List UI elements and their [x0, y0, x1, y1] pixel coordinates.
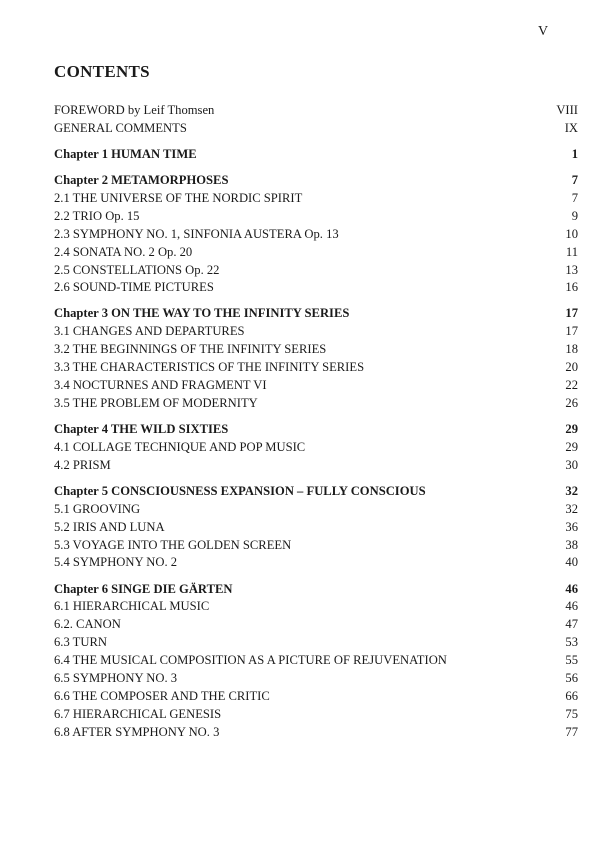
toc-entry-page: 29 [565, 439, 578, 454]
toc-chapter-entry [54, 581, 578, 599]
toc-entry [54, 190, 578, 208]
toc-entry-page: 20 [565, 360, 578, 375]
toc-entry-label: 5.2 IRIS AND LUNA [54, 519, 165, 534]
toc-entry [54, 537, 578, 555]
toc-entry [54, 377, 578, 395]
toc-entry-label: 6.8 AFTER SYMPHONY NO. 3 [54, 724, 220, 739]
toc-entry-label: 6.3 TURN [54, 635, 107, 650]
toc-entry [54, 395, 578, 413]
toc-entry-page: 17 [565, 306, 578, 321]
toc-entry-label: 3.2 THE BEGINNINGS OF THE INFINITY SERIES [54, 342, 327, 357]
toc-entry [54, 598, 578, 616]
toc-entry [54, 688, 578, 706]
toc-entry-label: 5.4 SYMPHONY NO. 2 [54, 555, 178, 570]
toc-entry-page: 46 [565, 581, 578, 596]
toc-entry [54, 634, 578, 652]
toc-entry-page: 29 [565, 422, 578, 436]
toc-entry-page: 11 [565, 244, 578, 259]
toc-entry-label: 2.6 SOUND-TIME PICTURES [54, 280, 214, 295]
toc-entry-label: GENERAL COMMENTS [54, 120, 187, 135]
toc-entry-label: Chapter 4 THE WILD SIXTIES [54, 422, 229, 436]
toc-entry-page: 36 [565, 519, 578, 534]
toc-entry-page: 66 [565, 688, 578, 703]
toc-entry-label: 4.2 PRISM [54, 457, 111, 472]
toc-entry-page: IX [564, 120, 578, 135]
toc-entry-page: 26 [565, 395, 578, 410]
toc-entry [54, 262, 578, 280]
toc-entry [54, 359, 578, 377]
toc-entry-label: 2.3 SYMPHONY NO. 1, SINFONIA AUSTERA Op. 13 [54, 226, 339, 241]
toc-entry-label: Chapter 5 CONSCIOUSNESS EXPANSION – FULLY CONSCIOUS [54, 483, 426, 498]
toc-entry-page: 18 [565, 342, 578, 357]
toc-entry-page: 17 [565, 324, 578, 339]
toc-entry-page: 7 [571, 190, 578, 205]
toc-entry [54, 554, 578, 572]
toc-entry-page: 10 [565, 226, 578, 241]
toc-entry-label: 2.5 CONSTELLATIONS Op. 22 [54, 262, 220, 277]
toc-entry-page: 40 [565, 555, 578, 570]
toc-group [54, 102, 578, 138]
toc-entry-label: 6.6 THE COMPOSER AND THE CRITIC [54, 688, 270, 703]
toc-entry [54, 501, 578, 519]
toc-group [54, 146, 578, 164]
toc-entry [54, 652, 578, 670]
toc-entry [54, 724, 578, 742]
page-title: CONTENTS [54, 62, 150, 81]
toc-entry [54, 279, 578, 297]
toc-chapter-entry [54, 172, 578, 190]
toc-entry-page: 56 [565, 670, 578, 685]
toc-entry-label: 6.1 HIERARCHICAL MUSIC [54, 599, 210, 614]
toc-entry-page: 47 [565, 617, 578, 632]
toc-entry [54, 208, 578, 226]
toc-chapter-entry [54, 421, 578, 439]
table-of-contents [54, 102, 578, 750]
toc-entry-page: 32 [565, 483, 578, 498]
toc-entry-page: 30 [565, 457, 578, 472]
toc-entry [54, 323, 578, 341]
toc-entry-label: 6.4 THE MUSICAL COMPOSITION AS A PICTURE OF REJUVENATION [54, 653, 447, 668]
toc-entry-label: FOREWORD by Leif Thomsen [54, 103, 215, 117]
toc-entry-label: 5.1 GROOVING [54, 501, 141, 516]
toc-entry-label: 6.2. CANON [54, 617, 121, 632]
toc-entry-page: VIII [556, 103, 578, 117]
toc-entry-page: 22 [565, 378, 578, 393]
toc-group [54, 172, 578, 297]
toc-entry-label: Chapter 6 SINGE DIE GÄRTEN [54, 581, 233, 596]
toc-entry-label: 3.5 THE PROBLEM OF MODERNITY [54, 395, 258, 410]
toc-entry-page: 16 [565, 280, 578, 295]
toc-entry-label: 6.7 HIERARCHICAL GENESIS [54, 706, 222, 721]
toc-entry [54, 120, 578, 138]
toc-entry [54, 102, 578, 120]
toc-entry-label: 3.3 THE CHARACTERISTICS OF THE INFINITY SERIES [54, 360, 365, 375]
toc-entry-page: 77 [565, 724, 578, 739]
toc-entry-label: 4.1 COLLAGE TECHNIQUE AND POP MUSIC [54, 439, 306, 454]
toc-entry-page: 46 [565, 599, 578, 614]
toc-entry-label: Chapter 1 HUMAN TIME [54, 146, 197, 161]
toc-entry-label: 2.2 TRIO Op. 15 [54, 208, 140, 223]
toc-chapter-entry [54, 483, 578, 501]
toc-entry [54, 457, 578, 475]
toc-chapter-entry [54, 305, 578, 323]
toc-entry-page: 75 [565, 706, 578, 721]
toc-entry-label: 3.4 NOCTURNES AND FRAGMENT VI [54, 378, 267, 393]
toc-entry-label: Chapter 2 METAMORPHOSES [54, 173, 229, 188]
toc-entry-label: 5.3 VOYAGE INTO THE GOLDEN SCREEN [54, 537, 292, 552]
toc-entry-label: 2.1 THE UNIVERSE OF THE NORDIC SPIRIT [54, 190, 303, 205]
toc-entry-label: 3.1 CHANGES AND DEPARTURES [54, 324, 245, 339]
toc-entry-label: Chapter 3 ON THE WAY TO THE INFINITY SERIES [54, 306, 350, 321]
toc-entry-page: 7 [571, 173, 578, 188]
toc-entry-page: 55 [565, 653, 578, 668]
toc-group [54, 421, 578, 475]
toc-group [54, 483, 578, 572]
toc-entry-page: 9 [571, 208, 578, 223]
toc-entry [54, 616, 578, 634]
page-number: V [538, 24, 549, 39]
toc-entry-page: 53 [565, 635, 578, 650]
toc-entry [54, 670, 578, 688]
toc-entry [54, 519, 578, 537]
toc-entry [54, 341, 578, 359]
toc-entry-label: 6.5 SYMPHONY NO. 3 [54, 670, 178, 685]
toc-entry-page: 38 [565, 537, 578, 552]
toc-entry-page: 13 [565, 262, 578, 277]
toc-entry-page: 1 [571, 146, 578, 161]
toc-entry [54, 226, 578, 244]
toc-entry-label: 2.4 SONATA NO. 2 Op. 20 [54, 244, 193, 259]
toc-entry [54, 244, 578, 262]
toc-entry-page: 32 [565, 501, 578, 516]
toc-group [54, 581, 578, 742]
toc-group [54, 305, 578, 412]
toc-chapter-entry [54, 146, 578, 164]
toc-entry [54, 439, 578, 457]
toc-entry [54, 706, 578, 724]
